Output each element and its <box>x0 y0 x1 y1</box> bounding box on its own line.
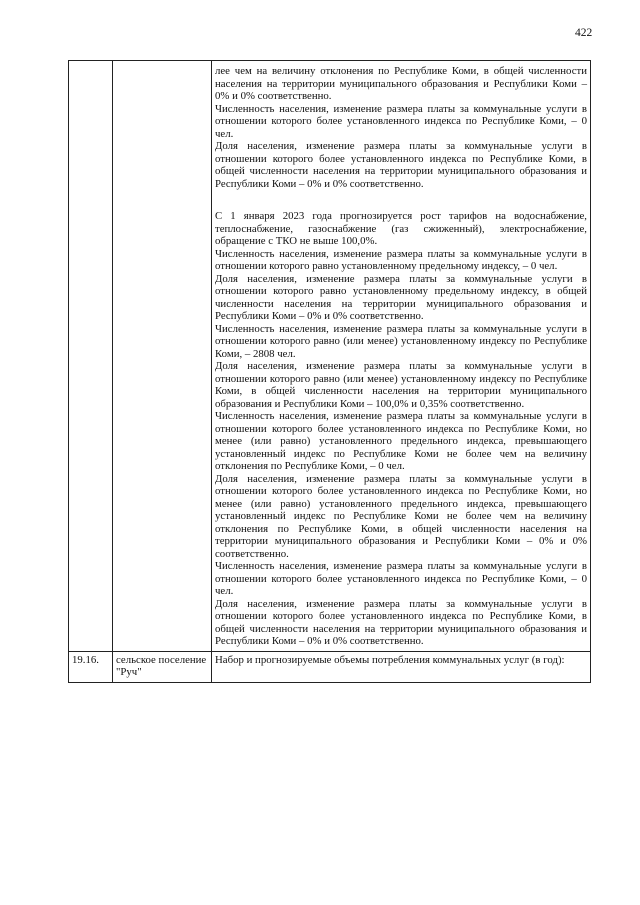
description-cell <box>212 61 591 652</box>
paragraph: Доля населения, изменение размера платы за коммунальные услуги в отношении которого более установленного индекса по Республике Коми, в общей численности населения на территории муниципального образования и Республики Коми – 0% и 0% соответственно. <box>215 140 587 190</box>
paragraph: Доля населения, изменение размера платы за коммунальные услуги в отношении которого равно установленному предельному индексу, в общей численности населения на территории муниципального образования и Республики Коми – 0% и 0% соответственно. <box>215 272 587 322</box>
page-number: 422 <box>575 27 593 39</box>
table-row-19-16 <box>69 651 591 682</box>
row-number-cell <box>69 61 113 652</box>
paragraph: Доля населения, изменение размера платы за коммунальные услуги в отношении которого равно (или менее) установленному индексу по Республике Коми, в общей численности населения на территории муниципального образования и Республики Коми – 100,0% и 0,35% соответственно. <box>215 360 587 410</box>
paragraph: С 1 января 2023 года прогнозируется рост тарифов на водоснабжение, теплоснабжение, газоснабжение (газ сжиженный), электроснабжение, обращение с ТКО не выше 100,0%. <box>215 210 587 247</box>
paragraph: Численность населения, изменение размера платы за коммунальные услуги в отношении которого более установленного индекса по Республике Коми, – 0 чел. <box>215 102 587 140</box>
table-row-continuation <box>69 61 591 652</box>
paragraph-gap <box>215 190 587 210</box>
description-cell: Набор и прогнозируемые объемы потребления коммунальных услуг (в год): <box>212 651 591 682</box>
row-number-cell: 19.16. <box>69 651 113 682</box>
paragraph: Доля населения, изменение размера платы за коммунальные услуги в отношении которого более установленного индекса по Республике Коми, но менее (или равно) установленного предельного индекса, превышающего установленный индекс по Республике Коми не более чем на величину отклонения по Республике Коми, в общей численности населения на территории муниципального образования и Республики Коми – 0% и 0% соответственно. <box>215 472 587 560</box>
paragraph: лее чем на величину отклонения по Республике Коми, в общей численности населения на территории муниципального образования и Республики Коми – 0% и 0% соответственно. <box>215 65 587 102</box>
municipality-cell <box>113 61 212 652</box>
paragraph: Доля населения, изменение размера платы за коммунальные услуги в отношении которого более установленного индекса по Республике Коми, в общей численности населения на территории муниципального образования и Республики Коми – 0% и 0% соответственно. <box>215 597 587 647</box>
municipal-tariff-table <box>68 60 591 683</box>
municipality-cell: сельское поселение "Руч" <box>113 651 212 682</box>
paragraph: Численность населения, изменение размера платы за коммунальные услуги в отношении которого более установленного индекса по Республике Коми, но менее (или равно) установленного предельного индекса, превышающего установленный индекс по Республике Коми не более чем на величину отклонения по Республике Коми, – 0 чел. <box>215 410 587 472</box>
paragraph: Численность населения, изменение размера платы за коммунальные услуги в отношении которого более установленного индекса по Республике Коми, – 0 чел. <box>215 560 587 597</box>
paragraph: Численность населения, изменение размера платы за коммунальные услуги в отношении которого равно (или менее) установленному индексу по Республике Коми, – 2808 чел. <box>215 322 587 360</box>
paragraph: Численность населения, изменение размера платы за коммунальные услуги в отношении которого равно установленному предельному индексу, – 0 чел. <box>215 247 587 272</box>
